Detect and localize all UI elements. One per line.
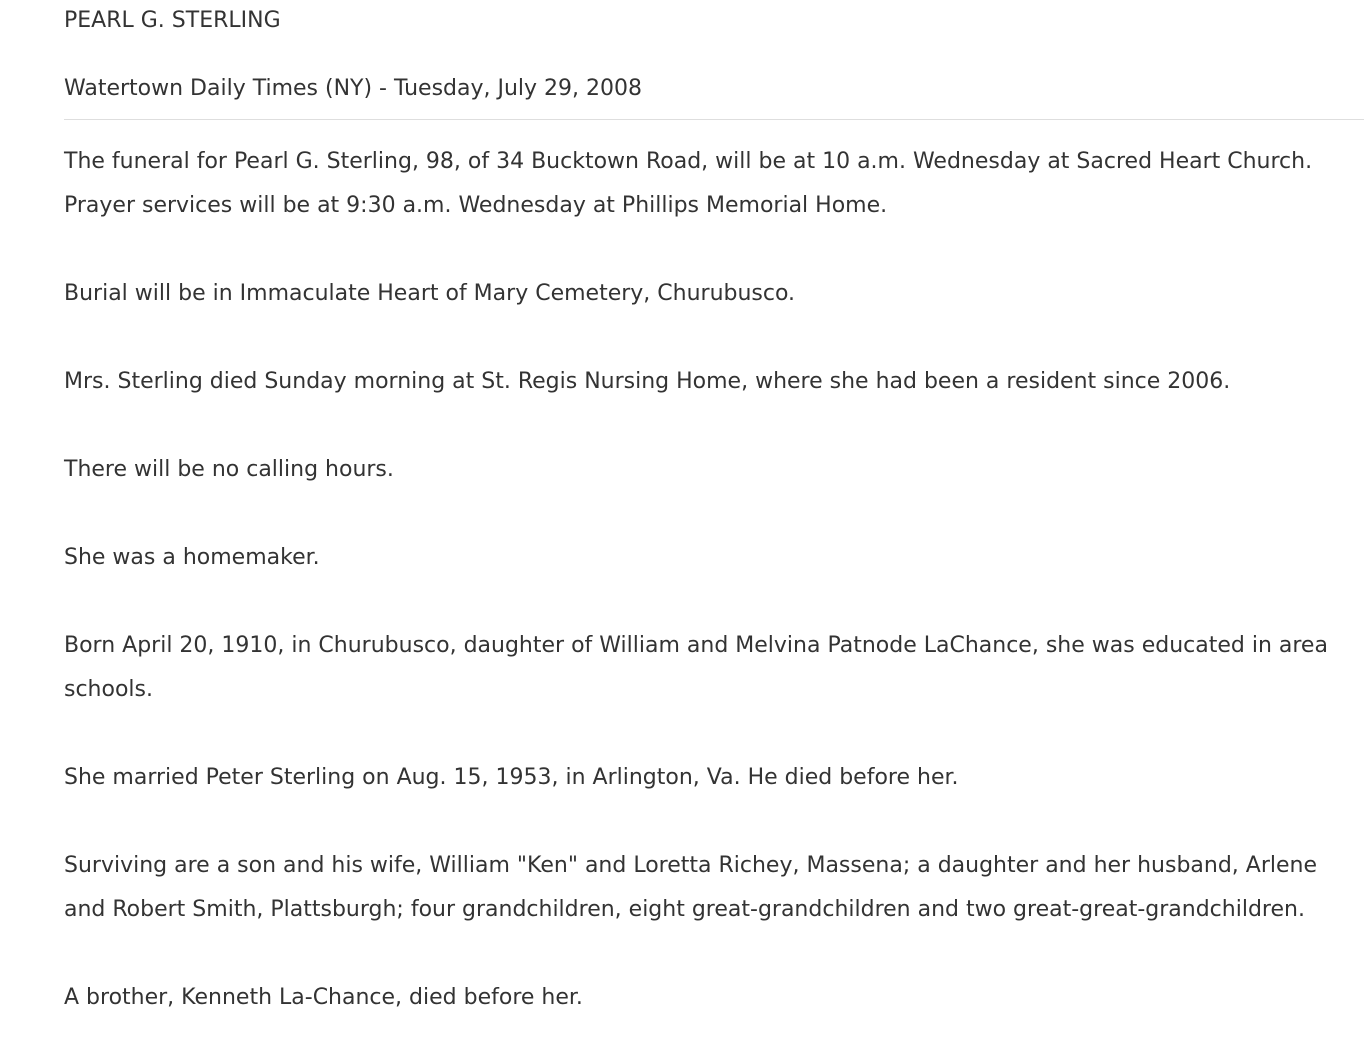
article-body [64, 140, 1328, 1020]
paragraph: Born April 20, 1910, in Churubusco, daughter of William and Melvina Patnode LaChance, she was educated in area schools. [64, 633, 1328, 702]
paragraph: Mrs. Sterling died Sunday morning at St. Regis Nursing Home, where she had been a resident since 2006. [64, 369, 1231, 394]
paragraph: A brother, Kenneth La-Chance, died before her. [64, 985, 583, 1010]
divider [64, 119, 1364, 120]
paragraph: There will be no calling hours. [64, 457, 394, 482]
page-title: PEARL G. STERLING [64, 8, 281, 33]
paragraph: Surviving are a son and his wife, William "Ken" and Loretta Richey, Massena; a daughter and her husband, Arlene and Robert Smith, Plattsburgh; four grandchildren, eight great-grandchildren and two great-great-grandchildren. [64, 853, 1318, 922]
paragraph: The funeral for Pearl G. Sterling, 98, of 34 Bucktown Road, will be at 10 a.m. Wednesday at Sacred Heart Church. Prayer services will be at 9:30 a.m. Wednesday at Phillips Memorial Home. [64, 149, 1313, 218]
paragraph: She married Peter Sterling on Aug. 15, 1953, in Arlington, Va. He died before her. [64, 765, 959, 790]
paragraph: She was a homemaker. [64, 545, 320, 570]
paragraph: Burial will be in Immaculate Heart of Mary Cemetery, Churubusco. [64, 281, 796, 306]
source-line: Watertown Daily Times (NY) - Tuesday, July 29, 2008 [64, 76, 643, 101]
